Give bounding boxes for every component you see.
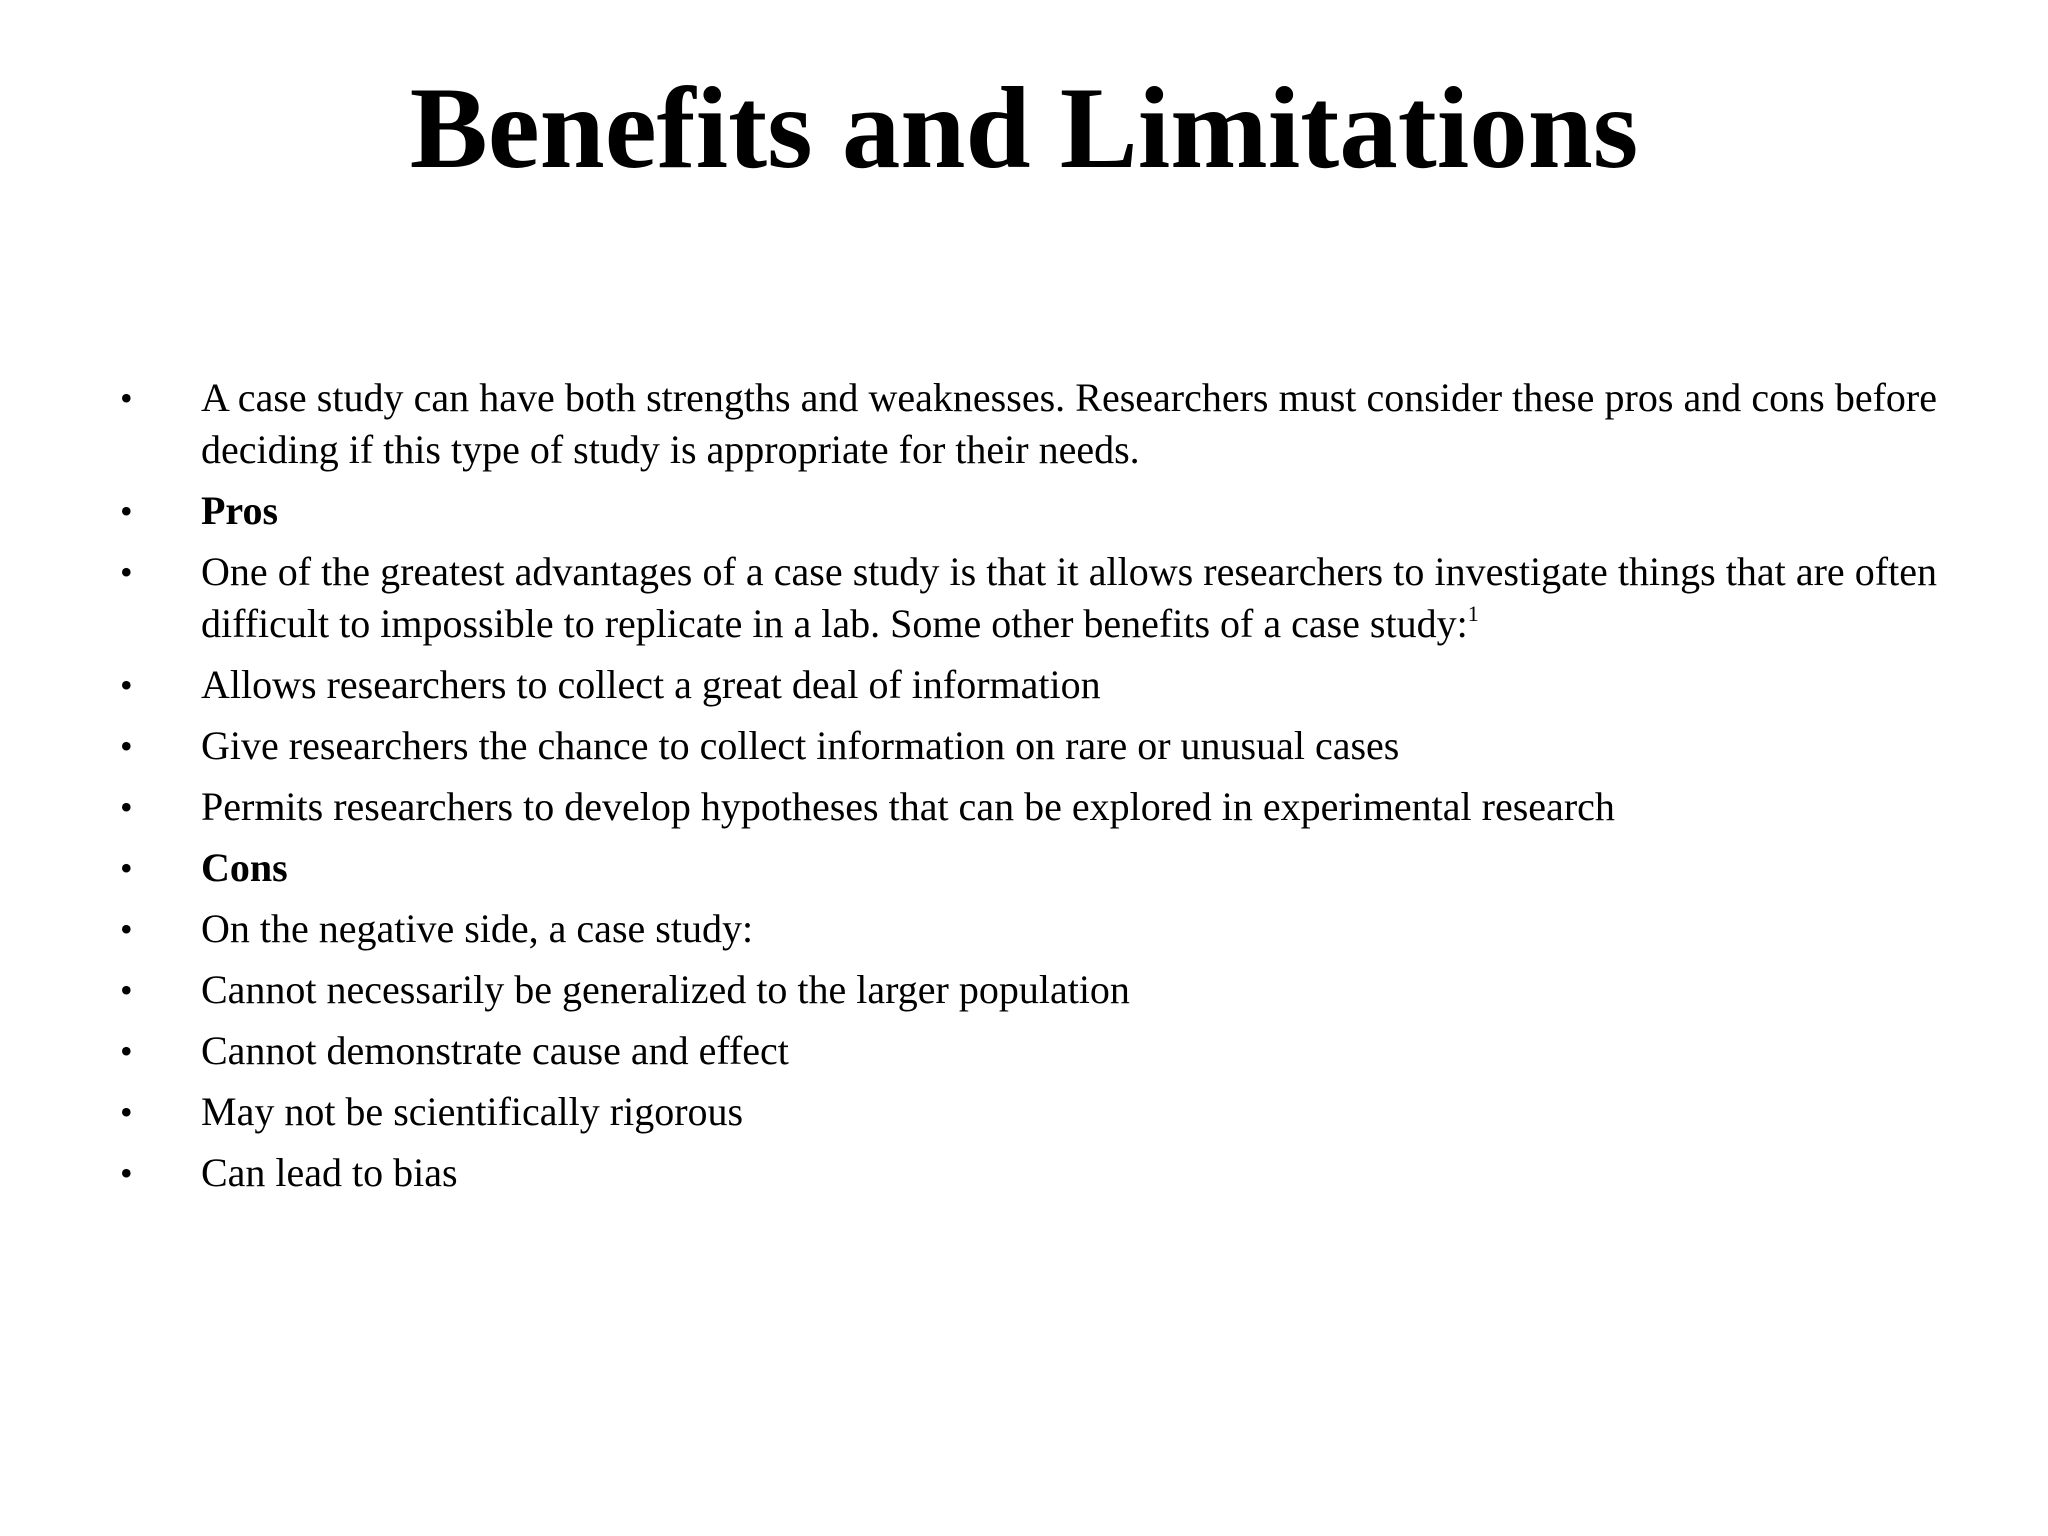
bullet-dot-icon: • xyxy=(120,726,133,766)
bullet-dot-icon: • xyxy=(120,378,133,418)
bullet-text: On the negative side, a case study: xyxy=(201,906,754,951)
footnote-marker: 1 xyxy=(1467,601,1479,626)
bullet-item-intro xyxy=(0,372,1937,476)
bullet-text: Cannot necessarily be generalized to the larger population xyxy=(201,967,1130,1012)
bullet-dot-icon: • xyxy=(120,848,133,888)
bullet-dot-icon: • xyxy=(120,909,133,949)
bullet-item-pro-2 xyxy=(0,720,1937,772)
bullet-dot-icon: • xyxy=(120,491,133,531)
bullet-item-con-1 xyxy=(0,964,1937,1016)
bullet-item-con-2 xyxy=(0,1025,1937,1077)
bullet-dot-icon: • xyxy=(120,787,133,827)
bullet-text: Pros xyxy=(201,488,279,533)
bullet-item-con-3 xyxy=(0,1086,1937,1138)
bullet-dot-icon: • xyxy=(120,970,133,1010)
bullet-dot-icon: • xyxy=(120,1092,133,1132)
bullet-dot-icon: • xyxy=(120,552,133,592)
slide-title: Benefits and Limitations xyxy=(409,64,1639,193)
bullet-text: One of the greatest advantages of a case study is that it allows researchers to investigate things that are often difficult to impossible to replicate in a lab. Some other benefits of a case study: xyxy=(201,549,1937,646)
bullet-text: Allows researchers to collect a great deal of information xyxy=(201,662,1101,707)
bullet-list xyxy=(0,372,2048,1208)
bullet-text: Cannot demonstrate cause and effect xyxy=(201,1028,789,1073)
bullet-text: Cons xyxy=(201,845,288,890)
bullet-item-negative-intro xyxy=(0,903,1937,955)
bullet-item-pro-1 xyxy=(0,659,1937,711)
bullet-dot-icon: • xyxy=(120,665,133,705)
bullet-dot-icon: • xyxy=(120,1153,133,1193)
bullet-item-cons-heading xyxy=(0,842,1937,894)
bullet-item-advantages xyxy=(0,546,1937,650)
bullet-item-pros-heading xyxy=(0,485,1937,537)
bullet-text: A case study can have both strengths and weaknesses. Researchers must consider these pros and cons before deciding if this type of study is appropriate for their needs. xyxy=(201,375,1937,472)
bullet-text: May not be scientifically rigorous xyxy=(201,1089,744,1134)
bullet-text: Give researchers the chance to collect information on rare or unusual cases xyxy=(201,723,1400,768)
bullet-item-pro-3 xyxy=(0,781,1937,833)
bullet-text: Permits researchers to develop hypotheses that can be explored in experimental research xyxy=(201,784,1615,829)
bullet-dot-icon: • xyxy=(120,1031,133,1071)
bullet-item-con-4 xyxy=(0,1147,1937,1199)
bullet-text: Can lead to bias xyxy=(201,1150,458,1195)
